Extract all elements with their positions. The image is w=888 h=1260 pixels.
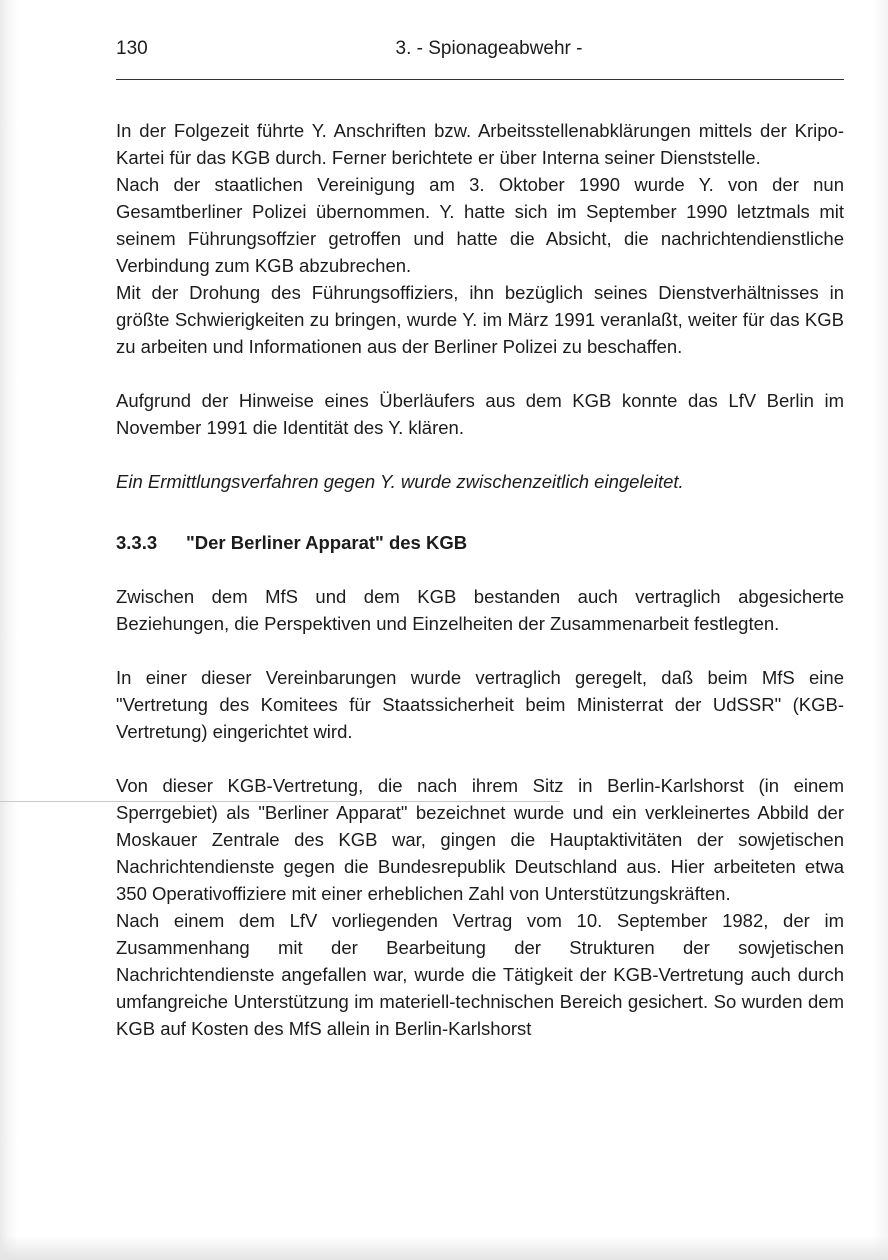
header-divider [116,79,844,80]
running-title: 3. - Spionageabwehr - [395,38,583,59]
page-header [116,38,844,68]
paragraph: Zwischen dem MfS und dem KGB bestanden auch vertraglich abgesicherte Beziehungen, die Perspektiven und Einzelheiten der Zusammenarbeit festlegten. [116,586,844,634]
section-heading [116,529,844,556]
page-number: 130 [116,38,148,59]
section-number: 3.3.3 [116,532,158,553]
page-bottom-shadow [0,1236,888,1260]
paragraph: Von dieser KGB-Vertretung, die nach ihrem Sitz in Berlin-Karlshorst (in einem Sperrgebiet) als "Berliner Apparat" bezeichnet wurde und ein verkleinertes Abbild der Moskauer Zentrale des KGB war, gingen die Hauptaktivitäten der sowjetischen Nachrichtendienste gegen die Bundesrepublik Deutschland aus. Hier arbeiteten etwa 350 Operativoffiziere mit einer erheblichen Zahl von Unterstützungskräften. [116,775,844,904]
paragraph: In einer dieser Vereinbarungen wurde vertraglich geregelt, daß beim MfS eine "Vertretung des Komitees für Staatssicherheit beim Ministerrat der UdSSR" (KGB-Vertretung) eingerichtet wird. [116,667,844,742]
page-body [116,117,844,1042]
paragraph: Nach einem dem LfV vorliegenden Vertrag vom 10. September 1982, der im Zusammenhang mit der Bearbeitung der Strukturen der sowjetischen Nachrichtendienste angefallen war, wurde die Tätigkeit der KGB-Vertretung auch durch umfangreiche Unterstützung im materiell-technischen Bereich gesichert. So wurden dem KGB auf Kosten des MfS allein in Berlin-Karlshorst [116,910,844,1039]
section-title: "Der Berliner Apparat" des KGB [186,532,468,553]
paragraph: Ein Ermittlungsverfahren gegen Y. wurde zwischenzeitlich eingeleitet. [116,471,684,492]
paragraph: Aufgrund der Hinweise eines Überläufers aus dem KGB konnte das LfV Berlin im November 1991 die Identität des Y. klären. [116,390,844,438]
paragraph: Mit der Drohung des Führungsoffiziers, ihn bezüglich seines Dienstverhältnisses in größte Schwierigkeiten zu bringen, wurde Y. im März 1991 veranlaßt, weiter für das KGB zu arbeiten und Informationen aus der Berliner Polizei zu beschaffen. [116,282,844,357]
paragraph: Nach der staatlichen Vereinigung am 3. Oktober 1990 wurde Y. von der nun Gesamtberliner Polizei übernommen. Y. hatte sich im September 1990 letztmals mit seinem Führungsoffzier getroffen und hatte die Absicht, die nachrichtendienstliche Verbindung zum KGB abzubrechen. [116,174,844,276]
paragraph: In der Folgezeit führte Y. Anschriften bzw. Arbeitsstellenabklärungen mittels der Kripo-Kartei für das KGB durch. Ferner berichtete er über Interna seiner Dienststelle. [116,120,844,168]
